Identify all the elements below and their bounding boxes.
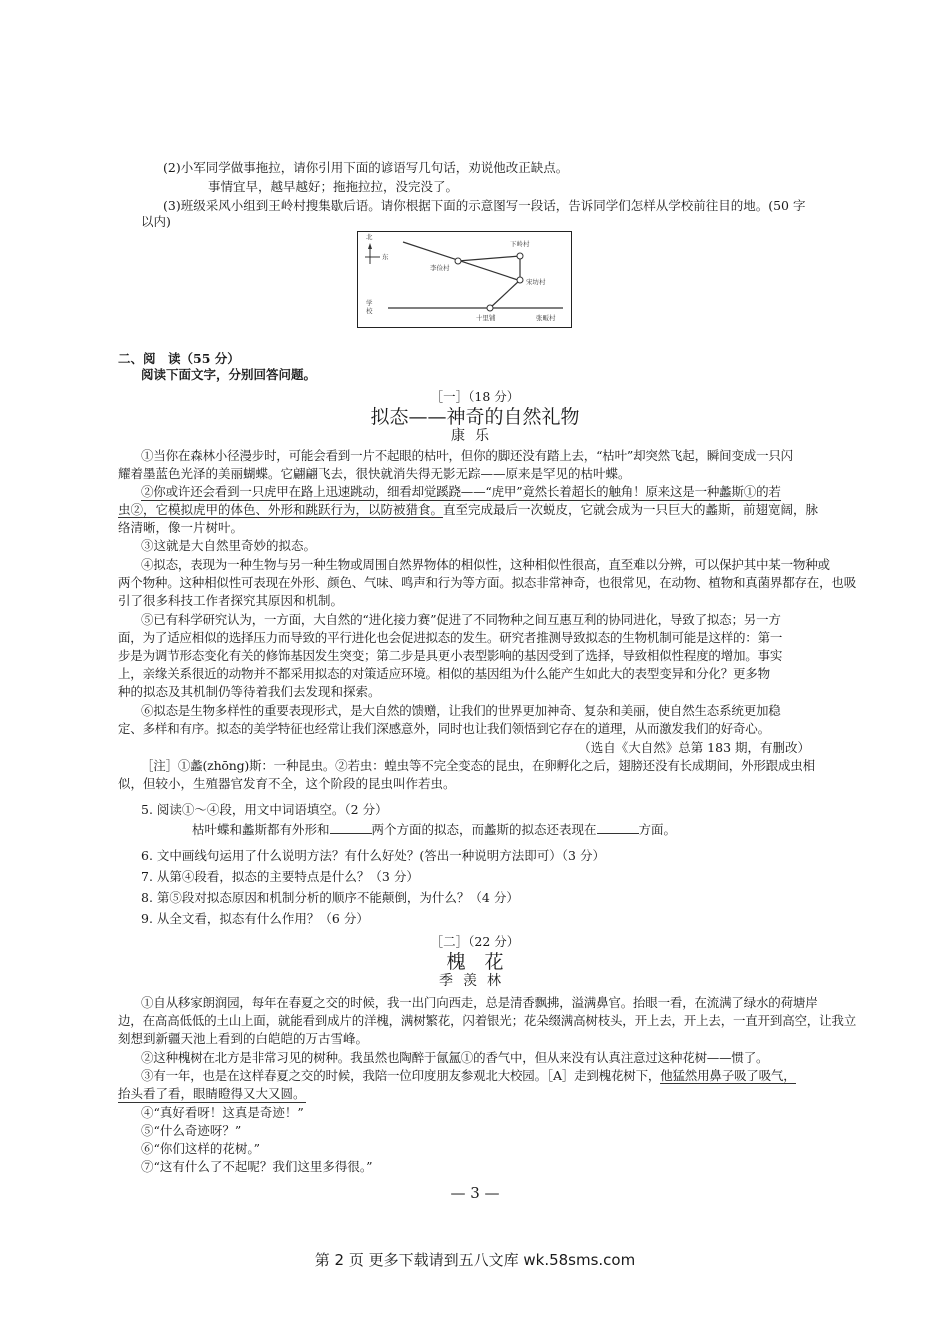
question-5: 5. 阅读①～④段，用文中词语填空。（2 分） bbox=[141, 802, 388, 817]
part1-para4-line1: ④拟态，表现为一种生物与另一种生物或周围自然界物体的相似性，这种相似性很高，直至难以分辨，可以保护其中某一物种或 bbox=[141, 557, 830, 572]
part2-para3-line1 bbox=[141, 1067, 796, 1084]
para3-line1-text: ③有一年，也是在这样春夏之交的时候，我陪一位印度朋友参观北大校园。［A］走到槐花树下， bbox=[141, 1068, 661, 1083]
q5-blank-1[interactable] bbox=[330, 822, 372, 834]
part1-para5-line5: 种的拟态及其机制仍等待着我们去发现和探索。 bbox=[118, 684, 381, 699]
part1-para2-line1: ②你或许还会看到一只虎甲在路上迅速跳动，细看却觉蹊跷——“虎甲”竟然长着超长的触角！原来这是一种蠡斯①的若 bbox=[141, 484, 781, 499]
part1-para5-line4: 上，亲缘关系很近的动物并不都采用拟态的对策适应环境。相似的基因组为什么能产生如此大的表型变异和分化？更多物 bbox=[118, 666, 770, 681]
part1-para2-line3: 络清晰，像一片树叶。 bbox=[118, 520, 244, 535]
question-2: (2)小军同学做事拖拉，请你引用下面的谚语写几句话，劝说他改正缺点。 bbox=[163, 160, 569, 175]
part1-source: （选自《大自然》总第 183 期，有删改） bbox=[578, 740, 810, 755]
part1-para4-line2: 两个物种。这种相似性可表现在外形、颜色、气味、鸣声和行为等方面。拟态非常神奇，也很常见，在动物、植物和真菌界都存在，也吸 bbox=[118, 575, 857, 590]
underlined-sentence: 虫②，它模拟虎甲的体色、外形和跳跃行为，以防被猎食。 bbox=[118, 502, 444, 517]
map-village-xia: 下岭村 bbox=[510, 240, 530, 248]
page-number: — 3 — bbox=[450, 1184, 500, 1202]
part1-note-line1: ［注］①蠡(zhōng)斯：一种昆虫。②若虫：蝗虫等不完全变态的昆虫，在卵孵化之后，翅膀还没有长成期间，外形跟成虫相 bbox=[141, 758, 815, 773]
part2-para7: ⑦“这有什么了不起呢？我们这里多得很。” bbox=[141, 1159, 373, 1174]
map-village-li: 李俭村 bbox=[430, 264, 450, 272]
part1-para2-line2 bbox=[118, 501, 818, 518]
question-7: 7. 从第④段看，拟态的主要特点是什么？（3 分） bbox=[141, 869, 419, 884]
section-instruction: 阅读下面文字，分别回答问题。 bbox=[141, 367, 317, 382]
part1-para1-line2: 耀着墨蓝色光泽的美丽蝴蝶。它翩翩飞去，很快就消失得无影无踪——原来是罕见的枯叶蝶。 bbox=[118, 466, 631, 481]
part1-para6-line2: 定、多样和有序。拟态的美学特征也经常让我们深感意外，同时也让我们领悟到它存在的道理，从而激发我们的好奇心。 bbox=[118, 721, 770, 736]
question-8: 8. 第⑤段对拟态原因和机制分析的顺序不能颠倒，为什么？（4 分） bbox=[141, 890, 519, 905]
q5-text-c: 方面。 bbox=[638, 822, 677, 837]
map-village-zhang: 张畈村 bbox=[536, 314, 556, 322]
part2-para6: ⑥“你们这样的花树。” bbox=[141, 1141, 261, 1156]
part1-para3: ③这就是大自然里奇妙的拟态。 bbox=[141, 538, 317, 553]
part1-label: ［一］（18 分） bbox=[430, 389, 520, 404]
part1-para1-line1: ①当你在森林小径漫步时，可能会看到一片不起眼的枯叶，但你的脚还没有踏上去，“枯叶”却突然飞起，瞬间变成一只闪 bbox=[141, 448, 793, 463]
part1-author: 康乐 bbox=[451, 428, 499, 444]
q5-blank-2[interactable] bbox=[597, 822, 639, 834]
part2-para2: ②这种槐树在北方是非常习见的树种。我虽然也陶醉于氤氲①的香气中，但从来没有认真注意过这种花树——惯了。 bbox=[141, 1050, 769, 1065]
part2-para3-line2: 抬头看了看，眼睛瞪得又大又圆。 bbox=[118, 1086, 306, 1101]
question-3-line1: (3)班级采风小组到王岭村搜集歇后语。请你根据下面的示意图写一段话，告诉同学们怎样从学校前往目的地。(50 字 bbox=[163, 198, 806, 213]
part1-para5-line2: 面，为了适应相似的选择压力而导致的平行进化也会促进拟态的发生。研究者推测导致拟态的生物机制可能是这样的：第一 bbox=[118, 630, 783, 645]
map-school: 学校 bbox=[366, 299, 373, 315]
part1-para5-line1: ⑤已有科学研究认为，一方面，大自然的“进化接力赛”促进了不同物种之间互惠互利的协同进化，导致了拟态；另一方 bbox=[141, 612, 781, 627]
para2-line2-rest: 直至完成最后一次蜕皮，它就会成为一只巨大的蠡斯，前翅宽阔，脉 bbox=[443, 502, 819, 517]
part2-para4: ④“真好看呀！这真是奇迹！” bbox=[141, 1105, 304, 1120]
map-village-shili: 十里铺 bbox=[476, 314, 496, 322]
part1-title: 拟态——神奇的自然礼物 bbox=[370, 406, 580, 428]
part1-para6-line1: ⑥拟态是生物多样性的重要表现形式，是大自然的馈赠，让我们的世界更加神奇、复杂和美丽，使自然生态系统更加稳 bbox=[141, 703, 781, 718]
question-6: 6. 文中画线句运用了什么说明方法？有什么好处？(答出一种说明方法即可）（3 分） bbox=[141, 848, 605, 863]
part2-para1-line1: ①自从移家朗润园，每年在春夏之交的时候，我一出门向西走，总是清香飘拂，溢满鼻官。抬眼一看，在流满了绿水的荷塘岸 bbox=[141, 995, 818, 1010]
proverb: 事情宜早，越早越好；拖拖拉拉，没完没了。 bbox=[208, 179, 459, 194]
page-footer: 第 2 页 更多下载请到五八文库 wk.58sms.com bbox=[314, 1251, 636, 1269]
para3-underlined-a: 他猛然用鼻子吸了吸气， bbox=[660, 1068, 796, 1083]
part2-label: ［二］（22 分） bbox=[430, 934, 520, 949]
part1-para4-line3: 引了很多科技工作者探究其原因和机制。 bbox=[118, 593, 344, 608]
part2-para1-line2: 边，在高高低低的土山上面，就能看到成片的洋槐，满树繁花，闪着银光；花朵缀满高树枝头，开上去，开上去，一直开到高空，让我立 bbox=[118, 1013, 857, 1028]
question-3-line2: 以内) bbox=[141, 214, 171, 229]
part2-para1-line3: 刻想到新疆天池上看到的白皑皑的万古雪峰。 bbox=[118, 1031, 369, 1046]
route-map bbox=[357, 231, 572, 328]
map-village-song: 宋坊村 bbox=[526, 278, 546, 286]
q5-text-a: 枯叶蝶和蠡斯都有外形和 bbox=[192, 822, 330, 837]
q5-text-b: 两个方面的拟态，而蠡斯的拟态还表现在 bbox=[371, 822, 597, 837]
part1-note-line2: 似，但较小，生殖器官发育不全，这个阶段的昆虫叫作若虫。 bbox=[118, 776, 456, 791]
part2-para5: ⑤“什么奇迹呀？” bbox=[141, 1123, 242, 1138]
question-9: 9. 从全文看，拟态有什么作用？（6 分） bbox=[141, 911, 369, 926]
section-heading: 二、阅 读（55 分） bbox=[118, 351, 240, 366]
question-5-fill bbox=[192, 821, 676, 838]
map-east: 东 bbox=[382, 253, 389, 261]
part2-author: 季羡林 bbox=[439, 973, 511, 989]
map-north: 北 bbox=[366, 233, 373, 241]
part1-para5-line3: 步是为调节形态变化有关的修饰基因发生突变；第二步是具更小表型影响的基因受到了选择，导致相似性程度的增加。事实 bbox=[118, 648, 783, 663]
part2-title: 槐 花 bbox=[446, 951, 504, 973]
